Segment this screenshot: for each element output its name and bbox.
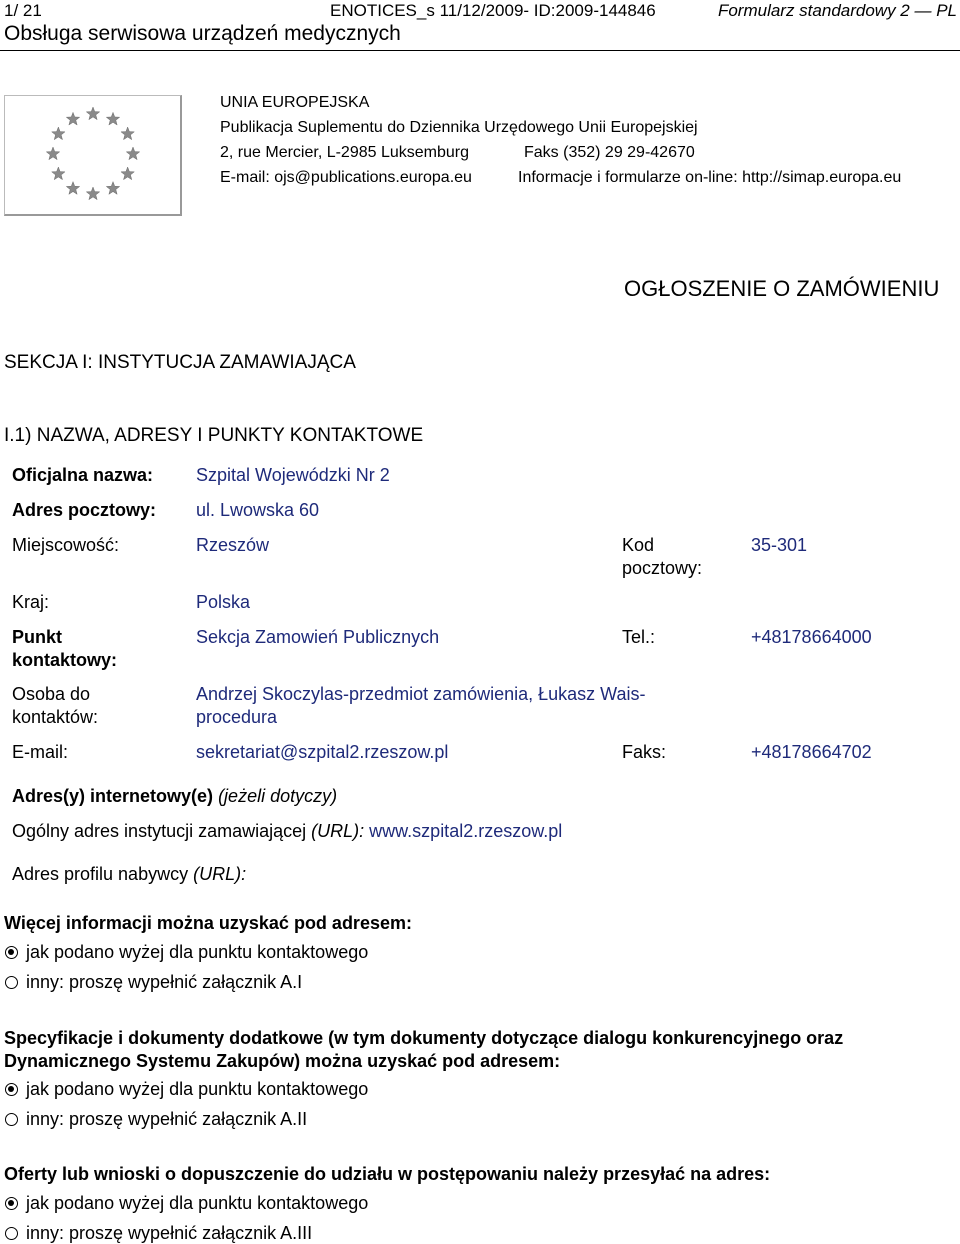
email-value[interactable]: sekretariat@szpital2.rzeszow.pl — [196, 742, 449, 762]
notice-reference: ENOTICES_s 11/12/2009- ID:2009-144846 — [330, 1, 656, 20]
tenders-option-2: inny: proszę wypełnić załącznik A.III — [26, 1223, 313, 1243]
radio-checked-icon[interactable] — [5, 1083, 18, 1096]
tel-label: Tel.: — [622, 627, 656, 647]
official-name-value: Szpital Wojewódzki Nr 2 — [196, 465, 390, 485]
radio-checked-icon[interactable] — [5, 946, 18, 959]
star-icon — [126, 147, 139, 160]
header-bar — [0, 0, 960, 24]
general-url-value[interactable]: www.szpital2.rzeszow.pl — [369, 821, 563, 841]
general-address-label: Ogólny adres instytucji zamawiającej — [12, 821, 307, 841]
eu-stars-logo — [4, 95, 182, 216]
country-value: Polska — [196, 592, 251, 612]
contact-person-label: Osoba do — [12, 684, 91, 704]
fax-value: +48178664702 — [751, 742, 872, 762]
star-icon — [66, 182, 79, 195]
contact-point-label: Punkt — [12, 627, 63, 647]
star-icon — [66, 112, 79, 125]
postcode-value: 35-301 — [751, 535, 808, 555]
contact-person-value: Andrzej Skoczylas-przedmiot zamówienia, Łukasz Wais- — [196, 684, 646, 704]
buyer-url-tag: (URL): — [193, 864, 247, 884]
postcode-label-line2: pocztowy: — [622, 558, 703, 578]
section-title: SEKCJA I: INSTYTUCJA ZAMAWIAJĄCA — [4, 352, 356, 373]
town-label: Miejscowość: — [12, 535, 120, 555]
general-address-row — [12, 821, 562, 842]
contact-point-value: Sekcja Zamowień Publicznych — [196, 627, 440, 647]
contact-person-value-line2: procedura — [196, 707, 278, 727]
more-info-option-2: inny: proszę wypełnić załącznik A.I — [26, 972, 303, 992]
star-icon — [46, 147, 59, 160]
star-icon — [86, 107, 99, 120]
star-icon — [121, 127, 134, 140]
postal-address-label: Adres pocztowy: — [12, 500, 157, 520]
subsection-title: I.1) NAZWA, ADRESY I PUNKTY KONTAKTOWE — [4, 425, 424, 446]
buyer-profile-label: Adres profilu nabywcy — [12, 864, 189, 884]
notice-title: OGŁOSZENIE O ZAMÓWIENIU — [624, 276, 940, 301]
star-icon — [106, 182, 119, 195]
postcode-label: Kod — [622, 535, 655, 555]
form-name: Formularz standardowy 2 — PL — [717, 1, 957, 20]
postal-address-value: ul. Lwowska 60 — [196, 500, 320, 520]
contact-person-label-line2: kontaktów: — [12, 707, 99, 727]
document-title: Obsługa serwisowa urządzeń medycznych — [4, 22, 401, 45]
tenders-heading: Oferty lub wnioski o dopuszczenie do udziału w postępowaniu należy przesyłać na adres: — [4, 1164, 771, 1184]
publisher-line: Publikacja Suplementu do Dziennika Urzędowego Unii Europejskiej — [220, 119, 698, 136]
tenders-option-1: jak podano wyżej dla punktu kontaktowego — [26, 1193, 369, 1213]
header-divider — [0, 50, 960, 51]
radio-checked-icon[interactable] — [5, 1197, 18, 1210]
fax-label: Faks: — [622, 742, 667, 762]
radio-unchecked-icon[interactable] — [5, 976, 18, 989]
buyer-profile-row — [12, 864, 246, 885]
general-url-tag: (URL): — [311, 821, 365, 841]
star-icon — [52, 127, 65, 140]
radio-unchecked-icon[interactable] — [5, 1113, 18, 1126]
publisher-name: UNIA EUROPEJSKA — [220, 94, 370, 111]
star-icon — [86, 187, 99, 200]
publisher-fax: Faks (352) 29 29-42670 — [524, 144, 695, 161]
radio-unchecked-icon[interactable] — [5, 1227, 18, 1240]
publisher-address: 2, rue Mercier, L-2985 Luksemburg — [220, 144, 470, 161]
specifications-heading: Specyfikacje i dokumenty dodatkowe (w tym dokumenty dotyczące dialogu konkurencyjnego oraz — [4, 1028, 844, 1048]
specifications-option-2: inny: proszę wypełnić załącznik A.II — [26, 1109, 308, 1129]
more-info-option-1: jak podano wyżej dla punktu kontaktowego — [26, 942, 369, 962]
internet-heading-text: Adres(y) internetowy(e) — [12, 786, 214, 806]
specifications-heading-line2: Dynamicznego Systemu Zakupów) można uzyskać pod adresem: — [4, 1051, 561, 1071]
specifications-option-1: jak podano wyżej dla punktu kontaktowego — [26, 1079, 369, 1099]
star-icon — [121, 167, 134, 180]
official-name-label: Oficjalna nazwa: — [12, 465, 154, 485]
internet-heading-note: (jeżeli dotyczy) — [218, 786, 338, 806]
contact-point-label-line2: kontaktowy: — [12, 650, 118, 670]
publisher-online: Informacje i formularze on-line: http://simap.europa.eu — [518, 169, 902, 186]
tel-value: +48178664000 — [751, 627, 872, 647]
internet-heading — [12, 786, 337, 807]
more-info-heading: Więcej informacji można uzyskać pod adresem: — [4, 913, 412, 933]
town-value: Rzeszów — [196, 535, 270, 555]
star-icon — [52, 167, 65, 180]
email-label: E-mail: — [12, 742, 69, 762]
publisher-email: E-mail: ojs@publications.europa.eu — [220, 169, 472, 186]
eu-stars-icon — [5, 96, 180, 214]
page-number: 1/ 21 — [4, 1, 42, 20]
star-icon — [106, 112, 119, 125]
country-label: Kraj: — [12, 592, 50, 612]
